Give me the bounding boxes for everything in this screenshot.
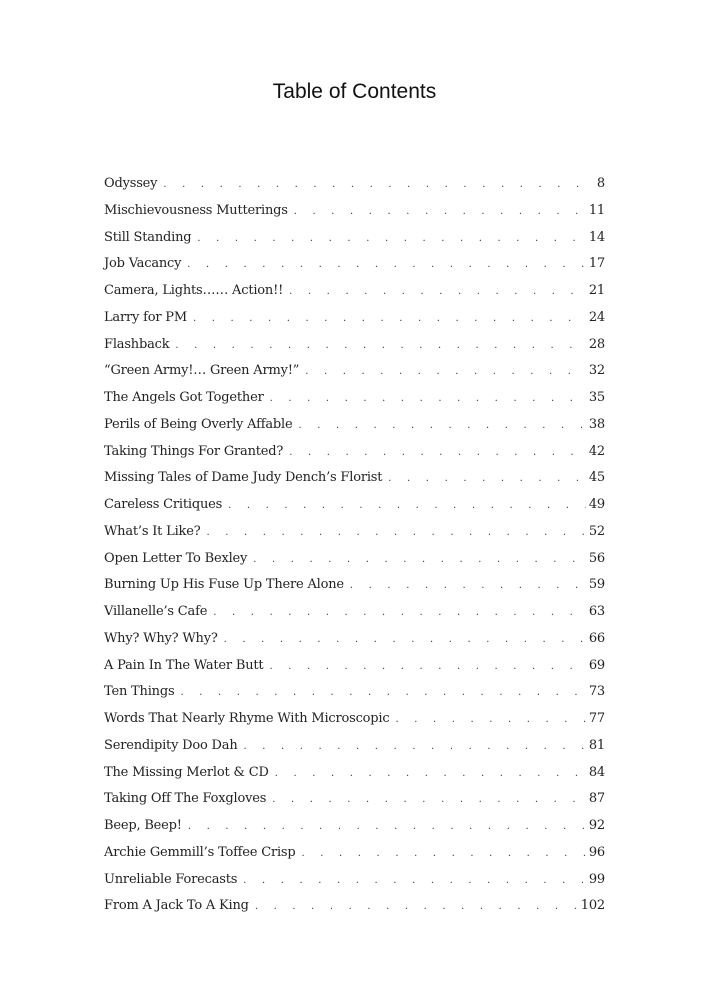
toc-entry <box>104 444 605 471</box>
toc-entry-title: What’s It Like? <box>104 524 206 539</box>
page-title: Table of Contents <box>272 80 437 103</box>
toc-entry-title: Odyssey <box>104 176 163 191</box>
toc-entry <box>104 390 605 417</box>
toc-entry-page-number: 66 <box>588 630 605 646</box>
toc-entry-page-number: 28 <box>588 336 605 352</box>
dot-leader <box>294 207 586 217</box>
toc-entry-title: Flashback <box>104 337 175 352</box>
toc-entry <box>104 524 605 551</box>
dot-leader <box>244 742 586 752</box>
table-of-contents <box>104 176 605 925</box>
toc-entry <box>104 898 605 925</box>
toc-entry-page-number: 99 <box>588 871 605 887</box>
toc-entry-title: Ten Things <box>104 684 180 699</box>
toc-entry-page-number: 96 <box>588 844 605 860</box>
dot-leader <box>175 341 585 351</box>
dot-leader <box>350 581 586 591</box>
dot-leader <box>188 822 586 832</box>
toc-entry-title: Unreliable Forecasts <box>104 872 243 887</box>
toc-entry-page-number: 17 <box>588 256 605 272</box>
toc-entry-page-number: 11 <box>588 202 605 218</box>
toc-entry <box>104 176 605 203</box>
toc-entry-title: Perils of Being Overly Affable <box>104 417 298 432</box>
dot-leader <box>213 608 586 618</box>
dot-leader <box>302 849 586 859</box>
toc-entry-page-number: 69 <box>588 657 605 673</box>
toc-entry <box>104 363 605 390</box>
toc-entry <box>104 684 605 711</box>
dot-leader <box>206 528 585 538</box>
toc-entry-title: Archie Gemmill’s Toffee Crisp <box>104 845 302 860</box>
dot-leader <box>243 876 586 886</box>
toc-entry-page-number: 24 <box>588 309 605 325</box>
dot-leader <box>163 180 594 190</box>
toc-entry <box>104 845 605 872</box>
dot-leader <box>289 287 586 297</box>
dot-leader <box>269 662 585 672</box>
toc-entry-page-number: 8 <box>596 176 605 191</box>
toc-entry-title: Missing Tales of Dame Judy Dench’s Florist <box>104 470 388 485</box>
toc-entry-page-number: 87 <box>588 791 605 807</box>
toc-entry-title: Still Standing <box>104 230 197 245</box>
toc-entry <box>104 765 605 792</box>
toc-entry-page-number: 63 <box>588 604 605 619</box>
toc-entry-title: Beep, Beep! <box>104 818 188 833</box>
toc-entry <box>104 738 605 765</box>
toc-entry-page-number: 56 <box>588 550 605 566</box>
toc-entry-page-number: 77 <box>588 711 605 726</box>
toc-entry-page-number: 32 <box>588 363 605 379</box>
toc-entry-title: Larry for PM <box>104 310 193 325</box>
toc-entry-page-number: 59 <box>588 577 605 593</box>
toc-entry-title: Taking Off The Foxgloves <box>104 791 272 806</box>
toc-entry <box>104 818 605 845</box>
toc-entry-page-number: 81 <box>588 737 605 753</box>
toc-entry-page-number: 102 <box>580 898 605 914</box>
toc-entry-title: Camera, Lights…… Action!! <box>104 283 289 298</box>
toc-entry <box>104 230 605 257</box>
toc-entry-title: Taking Things For Granted? <box>104 444 289 459</box>
toc-entry <box>104 283 605 310</box>
toc-entry <box>104 417 605 444</box>
toc-entry-title: The Missing Merlot & CD <box>104 765 275 780</box>
toc-entry-title: A Pain In The Water Butt <box>104 658 269 673</box>
dot-leader <box>253 555 586 565</box>
toc-entry-page-number: 42 <box>588 443 605 459</box>
dot-leader <box>180 688 585 698</box>
dot-leader <box>270 394 586 404</box>
toc-entry-title: “Green Army!… Green Army!” <box>104 363 305 378</box>
toc-entry-title: Why? Why? Why? <box>104 631 224 646</box>
toc-entry-title: Villanelle’s Cafe <box>104 604 213 619</box>
toc-entry <box>104 470 605 497</box>
toc-entry <box>104 310 605 337</box>
toc-entry-title: Burning Up His Fuse Up There Alone <box>104 577 350 592</box>
toc-entry <box>104 256 605 283</box>
toc-entry-page-number: 14 <box>588 229 605 245</box>
toc-entry-page-number: 73 <box>588 684 605 700</box>
toc-entry-title: From A Jack To A King <box>104 898 255 913</box>
toc-entry <box>104 711 605 738</box>
toc-entry <box>104 203 605 230</box>
dot-leader <box>298 421 585 431</box>
toc-entry-page-number: 49 <box>588 497 605 512</box>
toc-entry-title: Open Letter To Bexley <box>104 551 253 566</box>
dot-leader <box>305 367 586 377</box>
dot-leader <box>275 769 586 779</box>
toc-entry-title: Careless Critiques <box>104 497 228 512</box>
dot-leader <box>224 635 586 645</box>
toc-entry-page-number: 84 <box>588 764 605 780</box>
dot-leader <box>289 448 586 458</box>
toc-entry <box>104 631 605 658</box>
toc-entry-title: Mischievousness Mutterings <box>104 203 294 218</box>
dot-leader <box>272 795 586 805</box>
toc-entry-page-number: 45 <box>588 470 605 486</box>
toc-entry-title: The Angels Got Together <box>104 390 270 405</box>
toc-entry <box>104 658 605 685</box>
toc-entry-title: Job Vacancy <box>104 256 187 271</box>
dot-leader <box>187 260 586 270</box>
toc-entry <box>104 497 605 524</box>
toc-entry-page-number: 35 <box>588 390 605 405</box>
toc-entry <box>104 604 605 631</box>
toc-entry-page-number: 38 <box>588 416 605 432</box>
dot-leader <box>388 474 586 484</box>
toc-entry-title: Words That Nearly Rhyme With Microscopic <box>104 711 395 726</box>
toc-entry-title: Serendipity Doo Dah <box>104 738 244 753</box>
dot-leader <box>197 234 585 244</box>
toc-entry <box>104 872 605 899</box>
toc-entry-page-number: 52 <box>588 523 605 539</box>
toc-entry <box>104 337 605 364</box>
dot-leader <box>228 501 586 511</box>
toc-entry-page-number: 92 <box>588 818 605 833</box>
toc-entry <box>104 577 605 604</box>
toc-entry-page-number: 21 <box>588 283 605 298</box>
dot-leader <box>193 314 586 324</box>
toc-entry <box>104 791 605 818</box>
toc-entry <box>104 551 605 578</box>
dot-leader <box>395 715 585 725</box>
dot-leader <box>255 902 578 912</box>
